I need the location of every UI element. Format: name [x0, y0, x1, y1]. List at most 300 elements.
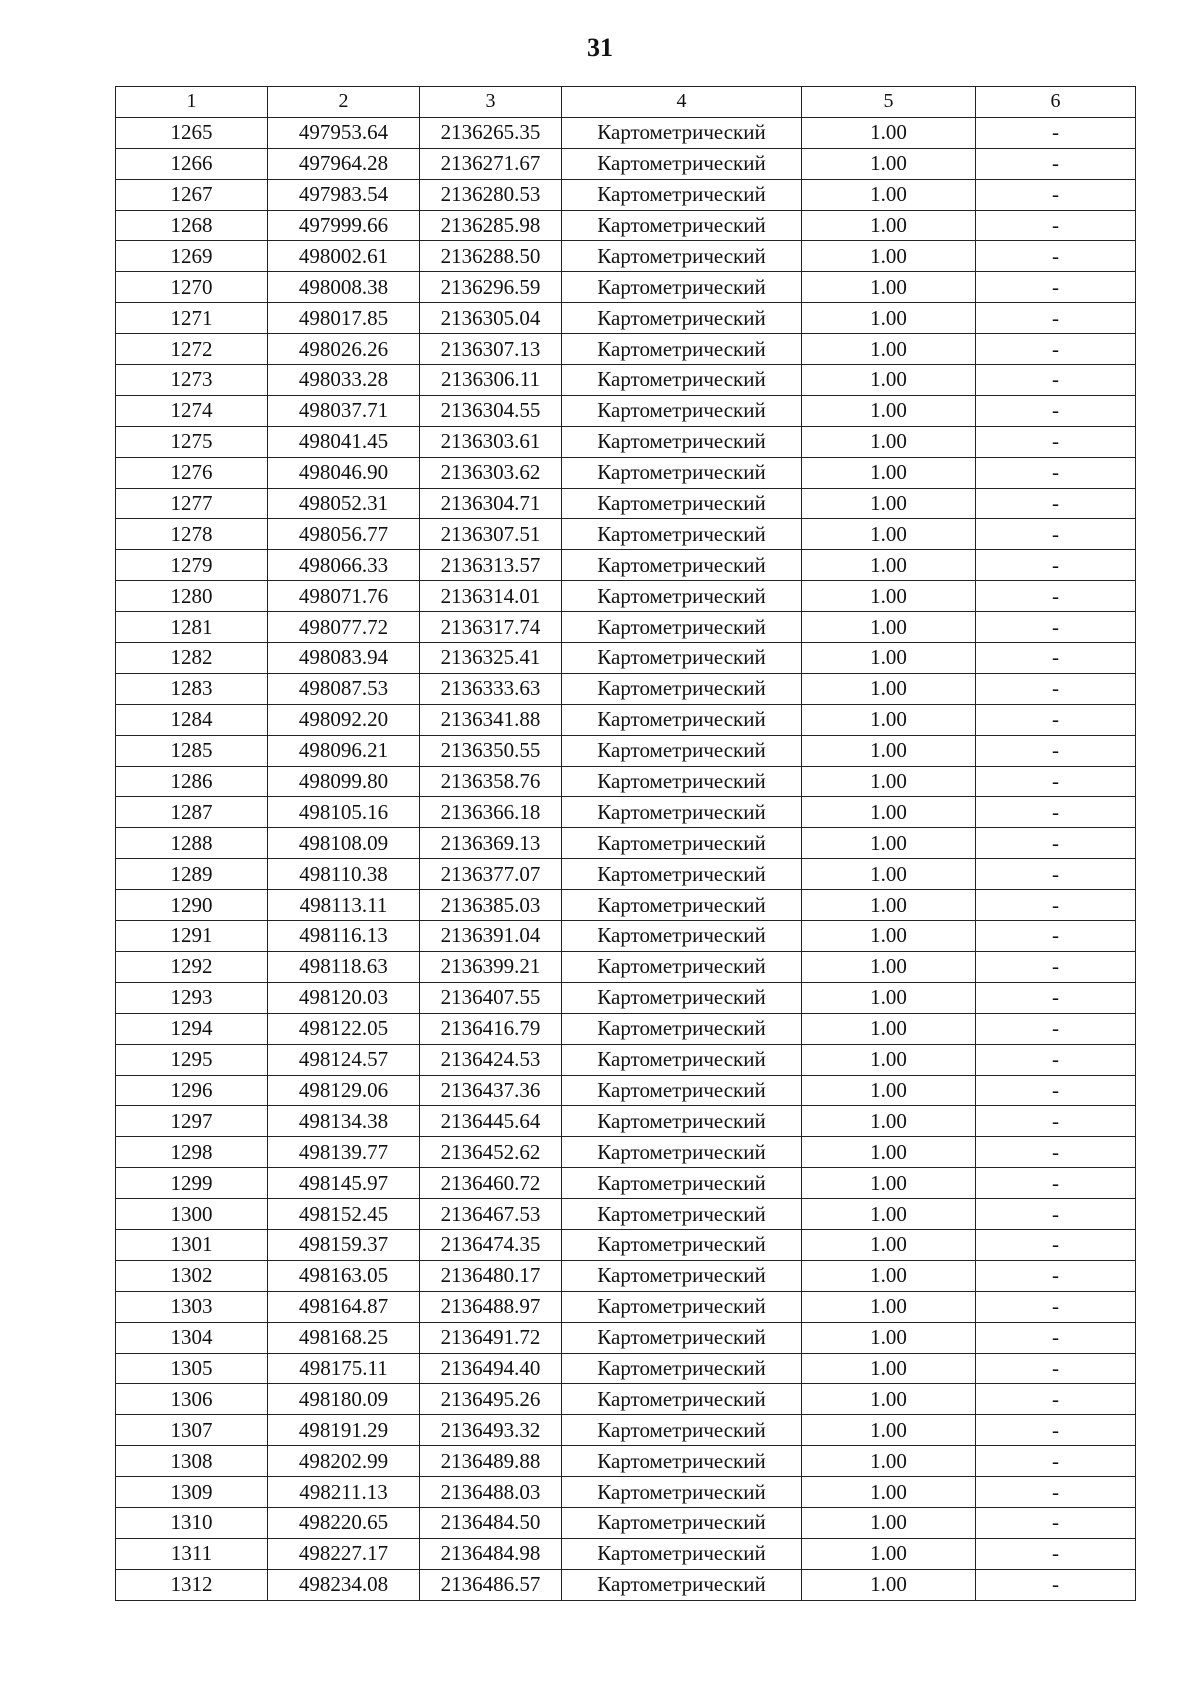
table-row: [116, 1291, 1136, 1322]
cell-method: Картометрический: [562, 1013, 802, 1044]
cell-y-coordinate: 2136486.57: [420, 1569, 562, 1600]
cell-point-number: 1304: [116, 1322, 268, 1353]
cell-accuracy: 1.00: [802, 365, 976, 396]
cell-y-coordinate: 2136385.03: [420, 890, 562, 921]
cell-note: -: [976, 488, 1136, 519]
table-row: [116, 303, 1136, 334]
cell-y-coordinate: 2136480.17: [420, 1260, 562, 1291]
cell-point-number: 1297: [116, 1106, 268, 1137]
cell-y-coordinate: 2136341.88: [420, 704, 562, 735]
cell-accuracy: 1.00: [802, 1507, 976, 1538]
table-row: [116, 1415, 1136, 1446]
cell-note: -: [976, 1229, 1136, 1260]
table-row: [116, 1013, 1136, 1044]
table-row: [116, 1260, 1136, 1291]
cell-accuracy: 1.00: [802, 1446, 976, 1477]
cell-y-coordinate: 2136416.79: [420, 1013, 562, 1044]
cell-method: Картометрический: [562, 395, 802, 426]
cell-note: -: [976, 1199, 1136, 1230]
cell-note: -: [976, 1137, 1136, 1168]
cell-method: Картометрический: [562, 457, 802, 488]
cell-x-coordinate: 498129.06: [268, 1075, 420, 1106]
cell-x-coordinate: 498120.03: [268, 982, 420, 1013]
cell-method: Картометрический: [562, 1168, 802, 1199]
cell-x-coordinate: 498227.17: [268, 1538, 420, 1569]
cell-x-coordinate: 498105.16: [268, 797, 420, 828]
table-row: [116, 1044, 1136, 1075]
cell-accuracy: 1.00: [802, 581, 976, 612]
cell-method: Картометрический: [562, 1137, 802, 1168]
cell-y-coordinate: 2136424.53: [420, 1044, 562, 1075]
cell-note: -: [976, 241, 1136, 272]
cell-y-coordinate: 2136437.36: [420, 1075, 562, 1106]
cell-note: -: [976, 117, 1136, 148]
cell-point-number: 1276: [116, 457, 268, 488]
cell-note: -: [976, 550, 1136, 581]
table-row: [116, 859, 1136, 890]
cell-method: Картометрический: [562, 210, 802, 241]
cell-y-coordinate: 2136333.63: [420, 673, 562, 704]
cell-point-number: 1310: [116, 1507, 268, 1538]
table-row: [116, 890, 1136, 921]
cell-point-number: 1300: [116, 1199, 268, 1230]
cell-method: Картометрический: [562, 1507, 802, 1538]
cell-accuracy: 1.00: [802, 643, 976, 674]
cell-method: Картометрический: [562, 1229, 802, 1260]
table-row: [116, 426, 1136, 457]
cell-x-coordinate: 498066.33: [268, 550, 420, 581]
cell-accuracy: 1.00: [802, 1168, 976, 1199]
cell-method: Картометрический: [562, 704, 802, 735]
table-row: [116, 1137, 1136, 1168]
cell-x-coordinate: 498211.13: [268, 1477, 420, 1508]
cell-method: Картометрический: [562, 673, 802, 704]
cell-note: -: [976, 921, 1136, 952]
cell-x-coordinate: 498002.61: [268, 241, 420, 272]
cell-accuracy: 1.00: [802, 1106, 976, 1137]
table-row: [116, 488, 1136, 519]
cell-point-number: 1291: [116, 921, 268, 952]
table-row: [116, 797, 1136, 828]
column-header-5: 5: [802, 87, 976, 118]
cell-point-number: 1280: [116, 581, 268, 612]
cell-accuracy: 1.00: [802, 612, 976, 643]
cell-point-number: 1311: [116, 1538, 268, 1569]
cell-x-coordinate: 498145.97: [268, 1168, 420, 1199]
cell-x-coordinate: 498033.28: [268, 365, 420, 396]
cell-note: -: [976, 395, 1136, 426]
table-row: [116, 673, 1136, 704]
cell-x-coordinate: 498220.65: [268, 1507, 420, 1538]
cell-accuracy: 1.00: [802, 210, 976, 241]
cell-x-coordinate: 498122.05: [268, 1013, 420, 1044]
cell-y-coordinate: 2136306.11: [420, 365, 562, 396]
cell-accuracy: 1.00: [802, 1569, 976, 1600]
cell-point-number: 1275: [116, 426, 268, 457]
cell-note: -: [976, 1075, 1136, 1106]
cell-point-number: 1268: [116, 210, 268, 241]
cell-y-coordinate: 2136495.26: [420, 1384, 562, 1415]
cell-accuracy: 1.00: [802, 1477, 976, 1508]
cell-y-coordinate: 2136474.35: [420, 1229, 562, 1260]
cell-method: Картометрический: [562, 1322, 802, 1353]
table-row: [116, 982, 1136, 1013]
table-row: [116, 550, 1136, 581]
cell-accuracy: 1.00: [802, 1260, 976, 1291]
cell-method: Картометрический: [562, 1477, 802, 1508]
cell-note: -: [976, 426, 1136, 457]
cell-accuracy: 1.00: [802, 1013, 976, 1044]
cell-method: Картометрический: [562, 1291, 802, 1322]
cell-point-number: 1279: [116, 550, 268, 581]
cell-x-coordinate: 498134.38: [268, 1106, 420, 1137]
cell-note: -: [976, 612, 1136, 643]
cell-point-number: 1296: [116, 1075, 268, 1106]
cell-method: Картометрический: [562, 1415, 802, 1446]
cell-y-coordinate: 2136445.64: [420, 1106, 562, 1137]
cell-x-coordinate: 498108.09: [268, 828, 420, 859]
table-row: [116, 643, 1136, 674]
cell-x-coordinate: 498124.57: [268, 1044, 420, 1075]
cell-x-coordinate: 498017.85: [268, 303, 420, 334]
cell-x-coordinate: 498191.29: [268, 1415, 420, 1446]
cell-x-coordinate: 498163.05: [268, 1260, 420, 1291]
cell-point-number: 1267: [116, 179, 268, 210]
table-row: [116, 365, 1136, 396]
table-row: [116, 921, 1136, 952]
cell-point-number: 1308: [116, 1446, 268, 1477]
cell-note: -: [976, 1322, 1136, 1353]
cell-point-number: 1295: [116, 1044, 268, 1075]
cell-note: -: [976, 1384, 1136, 1415]
cell-method: Картометрический: [562, 426, 802, 457]
cell-x-coordinate: 498077.72: [268, 612, 420, 643]
cell-x-coordinate: 498099.80: [268, 766, 420, 797]
cell-point-number: 1266: [116, 148, 268, 179]
cell-method: Картометрический: [562, 1538, 802, 1569]
cell-point-number: 1288: [116, 828, 268, 859]
cell-note: -: [976, 890, 1136, 921]
cell-y-coordinate: 2136304.71: [420, 488, 562, 519]
cell-accuracy: 1.00: [802, 179, 976, 210]
cell-method: Картометрический: [562, 890, 802, 921]
cell-x-coordinate: 498071.76: [268, 581, 420, 612]
cell-x-coordinate: 498037.71: [268, 395, 420, 426]
cell-note: -: [976, 982, 1136, 1013]
cell-point-number: 1305: [116, 1353, 268, 1384]
cell-method: Картометрический: [562, 1044, 802, 1075]
page-number: 31: [587, 33, 613, 62]
cell-method: Картометрический: [562, 766, 802, 797]
cell-x-coordinate: 498096.21: [268, 735, 420, 766]
cell-y-coordinate: 2136488.03: [420, 1477, 562, 1508]
cell-note: -: [976, 272, 1136, 303]
cell-point-number: 1285: [116, 735, 268, 766]
cell-method: Картометрический: [562, 488, 802, 519]
column-header-6: 6: [976, 87, 1136, 118]
column-header-1: 1: [116, 87, 268, 118]
cell-y-coordinate: 2136317.74: [420, 612, 562, 643]
cell-note: -: [976, 828, 1136, 859]
cell-point-number: 1272: [116, 334, 268, 365]
table-row: [116, 1446, 1136, 1477]
cell-y-coordinate: 2136307.51: [420, 519, 562, 550]
cell-accuracy: 1.00: [802, 921, 976, 952]
cell-x-coordinate: 498113.11: [268, 890, 420, 921]
cell-note: -: [976, 1538, 1136, 1569]
cell-note: -: [976, 581, 1136, 612]
cell-note: -: [976, 951, 1136, 982]
cell-accuracy: 1.00: [802, 303, 976, 334]
table-row: [116, 1106, 1136, 1137]
table-row: [116, 1075, 1136, 1106]
cell-point-number: 1312: [116, 1569, 268, 1600]
cell-accuracy: 1.00: [802, 241, 976, 272]
cell-accuracy: 1.00: [802, 673, 976, 704]
cell-y-coordinate: 2136305.04: [420, 303, 562, 334]
cell-note: -: [976, 704, 1136, 735]
cell-accuracy: 1.00: [802, 1291, 976, 1322]
cell-accuracy: 1.00: [802, 704, 976, 735]
cell-accuracy: 1.00: [802, 1199, 976, 1230]
cell-point-number: 1302: [116, 1260, 268, 1291]
cell-note: -: [976, 735, 1136, 766]
cell-y-coordinate: 2136271.67: [420, 148, 562, 179]
cell-accuracy: 1.00: [802, 797, 976, 828]
cell-y-coordinate: 2136307.13: [420, 334, 562, 365]
cell-note: -: [976, 1291, 1136, 1322]
cell-method: Картометрический: [562, 982, 802, 1013]
coordinates-table: [115, 86, 1136, 1601]
cell-y-coordinate: 2136265.35: [420, 117, 562, 148]
cell-y-coordinate: 2136391.04: [420, 921, 562, 952]
table-row: [116, 1477, 1136, 1508]
cell-accuracy: 1.00: [802, 488, 976, 519]
cell-x-coordinate: 498164.87: [268, 1291, 420, 1322]
cell-y-coordinate: 2136303.62: [420, 457, 562, 488]
cell-accuracy: 1.00: [802, 1322, 976, 1353]
cell-method: Картометрический: [562, 1353, 802, 1384]
cell-y-coordinate: 2136313.57: [420, 550, 562, 581]
cell-accuracy: 1.00: [802, 890, 976, 921]
cell-point-number: 1287: [116, 797, 268, 828]
table-row: [116, 1569, 1136, 1600]
cell-x-coordinate: 497999.66: [268, 210, 420, 241]
cell-accuracy: 1.00: [802, 951, 976, 982]
cell-y-coordinate: 2136314.01: [420, 581, 562, 612]
column-header-4: 4: [562, 87, 802, 118]
cell-x-coordinate: 498026.26: [268, 334, 420, 365]
cell-x-coordinate: 498168.25: [268, 1322, 420, 1353]
cell-point-number: 1269: [116, 241, 268, 272]
cell-accuracy: 1.00: [802, 766, 976, 797]
cell-note: -: [976, 859, 1136, 890]
cell-accuracy: 1.00: [802, 1353, 976, 1384]
cell-method: Картометрический: [562, 1446, 802, 1477]
cell-note: -: [976, 797, 1136, 828]
cell-accuracy: 1.00: [802, 334, 976, 365]
cell-accuracy: 1.00: [802, 148, 976, 179]
cell-y-coordinate: 2136303.61: [420, 426, 562, 457]
cell-accuracy: 1.00: [802, 735, 976, 766]
cell-x-coordinate: 497983.54: [268, 179, 420, 210]
cell-note: -: [976, 766, 1136, 797]
cell-y-coordinate: 2136407.55: [420, 982, 562, 1013]
cell-point-number: 1278: [116, 519, 268, 550]
cell-point-number: 1282: [116, 643, 268, 674]
table-row: [116, 1507, 1136, 1538]
cell-x-coordinate: 498159.37: [268, 1229, 420, 1260]
cell-x-coordinate: 498092.20: [268, 704, 420, 735]
cell-point-number: 1290: [116, 890, 268, 921]
cell-accuracy: 1.00: [802, 426, 976, 457]
cell-y-coordinate: 2136288.50: [420, 241, 562, 272]
cell-note: -: [976, 1106, 1136, 1137]
cell-point-number: 1293: [116, 982, 268, 1013]
cell-accuracy: 1.00: [802, 1384, 976, 1415]
cell-note: -: [976, 1168, 1136, 1199]
cell-y-coordinate: 2136484.98: [420, 1538, 562, 1569]
table-row: [116, 828, 1136, 859]
cell-point-number: 1270: [116, 272, 268, 303]
cell-accuracy: 1.00: [802, 828, 976, 859]
cell-method: Картометрический: [562, 612, 802, 643]
cell-accuracy: 1.00: [802, 519, 976, 550]
cell-x-coordinate: 498139.77: [268, 1137, 420, 1168]
cell-accuracy: 1.00: [802, 859, 976, 890]
cell-accuracy: 1.00: [802, 1137, 976, 1168]
cell-note: -: [976, 1507, 1136, 1538]
cell-x-coordinate: 498175.11: [268, 1353, 420, 1384]
cell-note: -: [976, 1569, 1136, 1600]
cell-x-coordinate: 497953.64: [268, 117, 420, 148]
cell-accuracy: 1.00: [802, 1044, 976, 1075]
cell-method: Картометрический: [562, 1199, 802, 1230]
table-row: [116, 704, 1136, 735]
cell-point-number: 1298: [116, 1137, 268, 1168]
cell-note: -: [976, 1044, 1136, 1075]
cell-x-coordinate: 498152.45: [268, 1199, 420, 1230]
cell-point-number: 1294: [116, 1013, 268, 1044]
table-row: [116, 951, 1136, 982]
cell-note: -: [976, 1477, 1136, 1508]
cell-x-coordinate: 498008.38: [268, 272, 420, 303]
cell-accuracy: 1.00: [802, 1075, 976, 1106]
cell-point-number: 1303: [116, 1291, 268, 1322]
table-row: [116, 1384, 1136, 1415]
cell-x-coordinate: 498202.99: [268, 1446, 420, 1477]
cell-y-coordinate: 2136285.98: [420, 210, 562, 241]
cell-x-coordinate: 498110.38: [268, 859, 420, 890]
table-row: [116, 735, 1136, 766]
cell-y-coordinate: 2136467.53: [420, 1199, 562, 1230]
cell-method: Картометрический: [562, 117, 802, 148]
header-row: [116, 87, 1136, 118]
cell-x-coordinate: 498118.63: [268, 951, 420, 982]
cell-method: Картометрический: [562, 921, 802, 952]
cell-point-number: 1273: [116, 365, 268, 396]
column-header-3: 3: [420, 87, 562, 118]
cell-point-number: 1286: [116, 766, 268, 797]
cell-note: -: [976, 1013, 1136, 1044]
cell-y-coordinate: 2136488.97: [420, 1291, 562, 1322]
cell-y-coordinate: 2136493.32: [420, 1415, 562, 1446]
table-row: [116, 179, 1136, 210]
cell-method: Картометрический: [562, 797, 802, 828]
cell-method: Картометрический: [562, 303, 802, 334]
cell-y-coordinate: 2136369.13: [420, 828, 562, 859]
cell-method: Картометрический: [562, 1569, 802, 1600]
cell-point-number: 1283: [116, 673, 268, 704]
cell-method: Картометрический: [562, 828, 802, 859]
cell-y-coordinate: 2136280.53: [420, 179, 562, 210]
cell-note: -: [976, 1415, 1136, 1446]
cell-x-coordinate: 498180.09: [268, 1384, 420, 1415]
cell-x-coordinate: 498116.13: [268, 921, 420, 952]
cell-point-number: 1284: [116, 704, 268, 735]
cell-y-coordinate: 2136377.07: [420, 859, 562, 890]
cell-note: -: [976, 303, 1136, 334]
table-row: [116, 210, 1136, 241]
cell-accuracy: 1.00: [802, 1229, 976, 1260]
cell-method: Картометрический: [562, 550, 802, 581]
cell-method: Картометрический: [562, 365, 802, 396]
cell-accuracy: 1.00: [802, 982, 976, 1013]
cell-accuracy: 1.00: [802, 457, 976, 488]
table-row: [116, 241, 1136, 272]
cell-point-number: 1309: [116, 1477, 268, 1508]
cell-method: Картометрический: [562, 1260, 802, 1291]
table-row: [116, 117, 1136, 148]
cell-point-number: 1277: [116, 488, 268, 519]
cell-note: -: [976, 365, 1136, 396]
cell-y-coordinate: 2136399.21: [420, 951, 562, 982]
cell-note: -: [976, 179, 1136, 210]
table-row: [116, 581, 1136, 612]
cell-note: -: [976, 519, 1136, 550]
cell-y-coordinate: 2136366.18: [420, 797, 562, 828]
cell-method: Картометрический: [562, 1106, 802, 1137]
cell-y-coordinate: 2136494.40: [420, 1353, 562, 1384]
cell-note: -: [976, 1446, 1136, 1477]
cell-x-coordinate: 498046.90: [268, 457, 420, 488]
cell-note: -: [976, 1260, 1136, 1291]
cell-x-coordinate: 497964.28: [268, 148, 420, 179]
cell-note: -: [976, 643, 1136, 674]
table-row: [116, 1322, 1136, 1353]
cell-note: -: [976, 1353, 1136, 1384]
cell-y-coordinate: 2136489.88: [420, 1446, 562, 1477]
table-row: [116, 1353, 1136, 1384]
table-header: [116, 87, 1136, 118]
cell-note: -: [976, 334, 1136, 365]
cell-method: Картометрический: [562, 519, 802, 550]
cell-x-coordinate: 498234.08: [268, 1569, 420, 1600]
table-row: [116, 612, 1136, 643]
cell-y-coordinate: 2136491.72: [420, 1322, 562, 1353]
cell-method: Картометрический: [562, 241, 802, 272]
cell-note: -: [976, 457, 1136, 488]
cell-point-number: 1265: [116, 117, 268, 148]
table-row: [116, 334, 1136, 365]
cell-x-coordinate: 498056.77: [268, 519, 420, 550]
cell-point-number: 1292: [116, 951, 268, 982]
cell-point-number: 1299: [116, 1168, 268, 1199]
column-header-2: 2: [268, 87, 420, 118]
cell-point-number: 1301: [116, 1229, 268, 1260]
cell-accuracy: 1.00: [802, 1538, 976, 1569]
cell-y-coordinate: 2136304.55: [420, 395, 562, 426]
